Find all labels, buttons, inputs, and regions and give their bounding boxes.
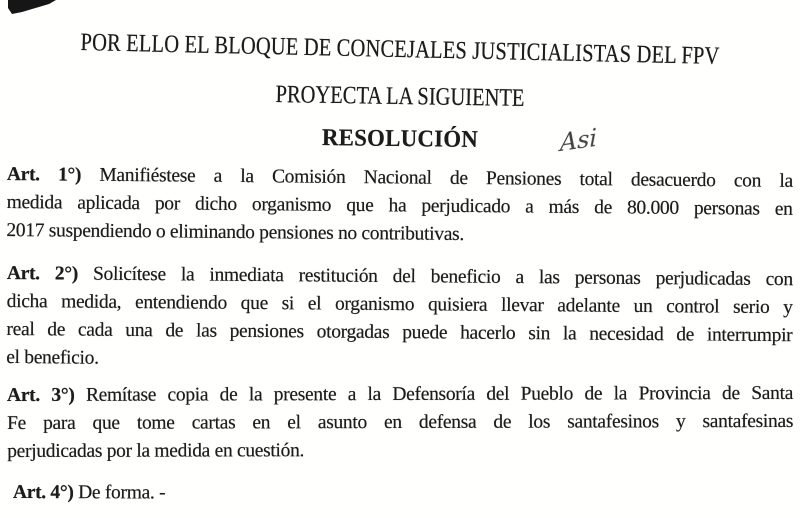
article-4-text-1: De forma. - <box>78 482 166 504</box>
article-3-line-3: perjudicadas por la medida en cuestión. <box>7 440 305 462</box>
article-2-label: Art. 2°) <box>6 262 79 285</box>
article-3-line-2: Fe para que tome cartas en el asunto en defensa de los santafesinos y santafesinas <box>7 410 794 434</box>
article-3 <box>7 380 793 466</box>
scan-artifact-corner <box>4 0 64 16</box>
article-1-label: Art. 1°) <box>6 163 82 186</box>
document-title-line1: POR ELLO EL BLOQUE DE CONCEJALES JUSTICIALISTAS DEL FPV <box>80 29 720 70</box>
article-1-line-2: medida aplicada por dicho organismo que ha perjudicado a más de 80.000 personas en <box>6 191 793 220</box>
article-4 <box>7 479 799 509</box>
document-title-line2: PROYECTA LA SIGUIENTE <box>275 81 525 112</box>
article-1-line-3: 2017 suspendiendo o eliminando pensiones no contributivas. <box>6 219 465 245</box>
article-2-text-1: Solicítese la inmediata restitución del beneficio a las personas perjudicadas con <box>92 263 793 291</box>
section-title-resolucion: RESOLUCIÓN <box>321 125 479 153</box>
article-2-line-4: el beneficio. <box>6 346 99 369</box>
article-1-text-1: Manifiéstese a la Comisión Nacional de Pensiones total desacuerdo con la <box>99 164 793 192</box>
article-4-label: Art. 4°) <box>12 482 74 504</box>
article-3-line-1 <box>7 380 793 410</box>
article-3-text-1: Remítase copia de la presente a la Defensoría del Pueblo de la Provincia de Santa <box>85 382 794 406</box>
handwritten-annotation: Asi <box>560 123 597 158</box>
article-2 <box>6 260 793 378</box>
article-2-line-3: real de cada una de las pensiones otorgadas puede hacerlo sin la necesidad de interrumpir <box>6 318 793 347</box>
article-4-line-1 <box>13 479 799 509</box>
article-2-line-2: dicha medida, entendiendo que si el organismo quisiera llevar adelante un control serio y <box>6 290 793 319</box>
article-3-label: Art. 3°) <box>7 384 75 406</box>
article-1 <box>6 161 793 252</box>
